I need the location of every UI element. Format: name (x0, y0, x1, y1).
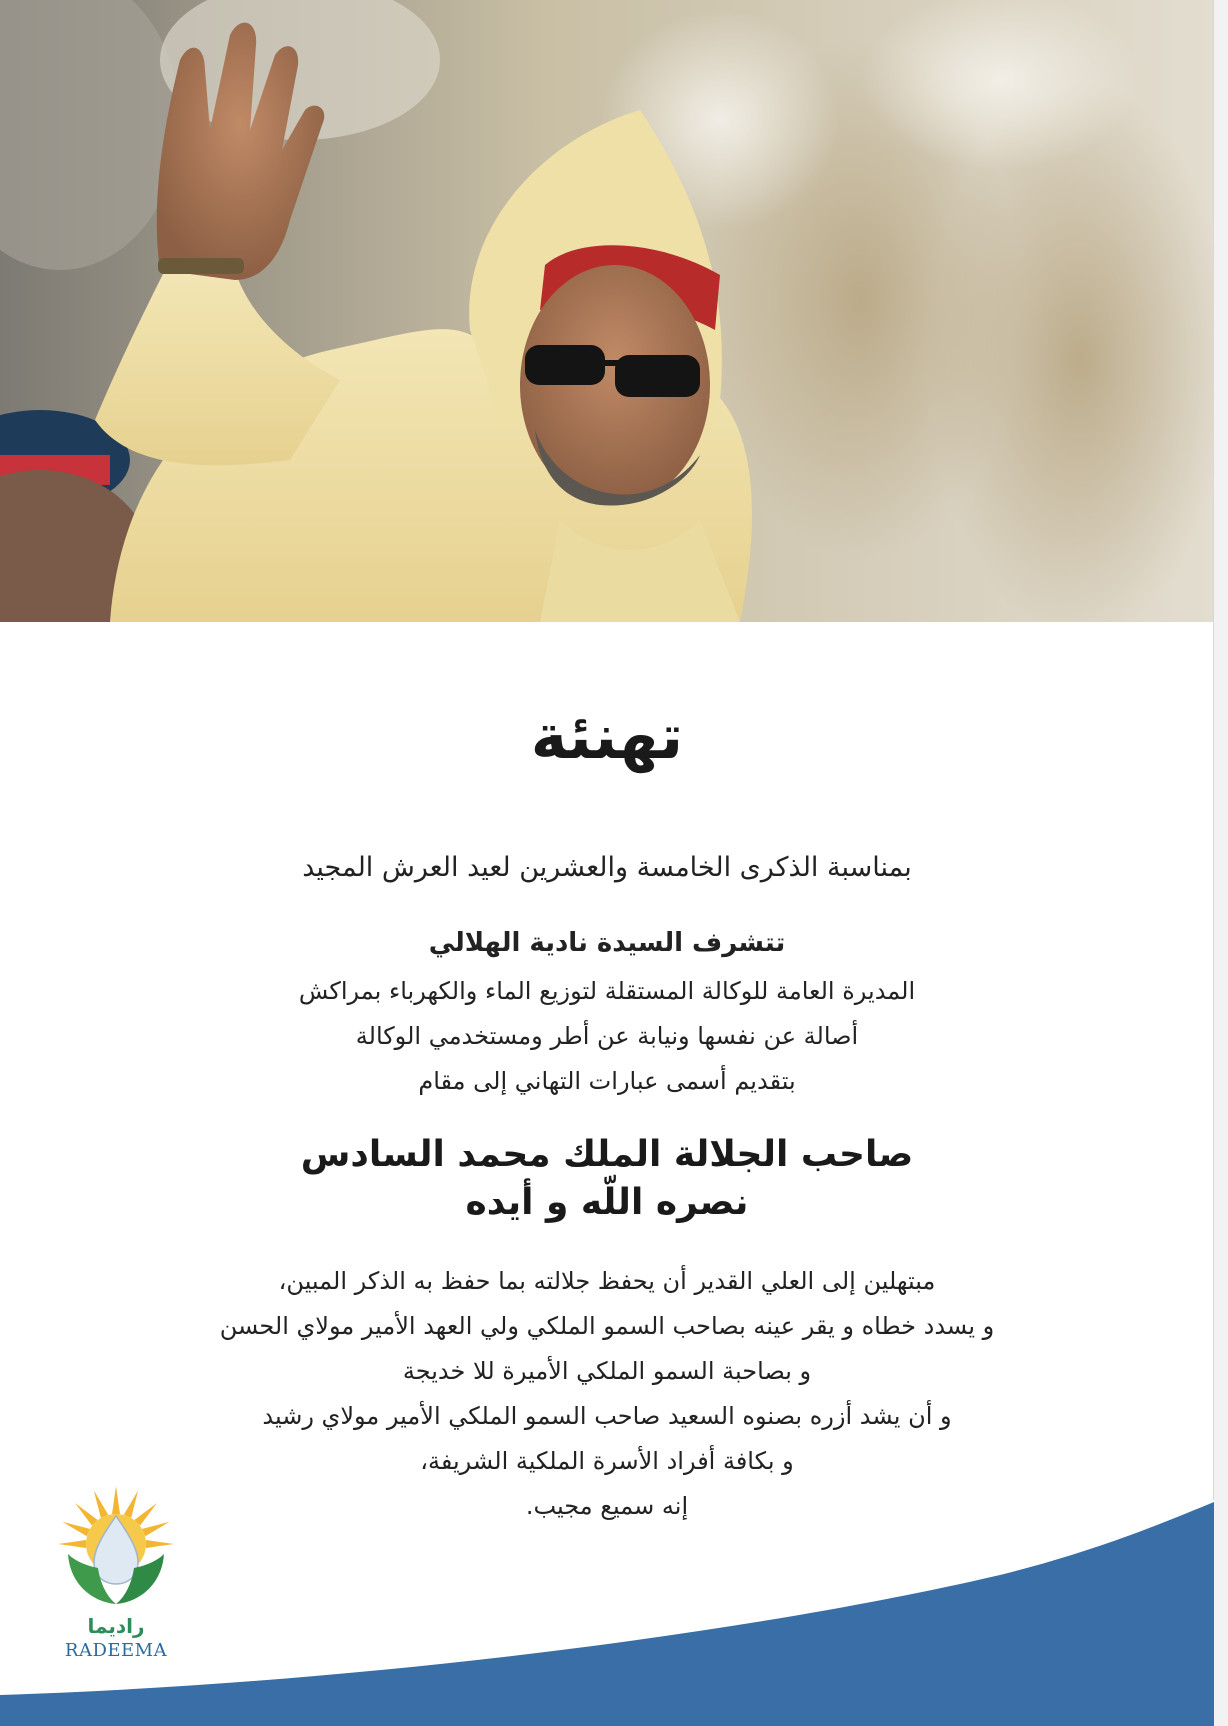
closing-line: و أن يشد أزره بصنوه السعيد صاحب السمو الملكي الأمير مولاي رشيد (262, 1402, 952, 1430)
closing-line: إنه سميع مجيب. (525, 1492, 689, 1520)
description-line: أصالة عن نفسها ونيابة عن أطر ومستخدمي الوكالة (355, 1022, 859, 1050)
closing-line: و يسدد خطاه و يقر عينه بصاحب السمو الملكي ولي العهد الأمير مولاي الحسن (219, 1312, 995, 1340)
description-line: بتقديم أسمى عبارات التهاني إلى مقام (418, 1067, 796, 1095)
closing-line: و بكافة أفراد الأسرة الملكية الشريفة، (420, 1447, 794, 1475)
closing-line: و بصاحبة السمو الملكي الأميرة للا خديجة (402, 1357, 812, 1385)
king-prayer: نصره اللّه و أيده (465, 1182, 749, 1223)
description-line: المديرة العامة للوكالة المستقلة لتوزيع الماء والكهرباء بمراكش (298, 977, 916, 1005)
hero-photo (0, 0, 1214, 622)
closing-line: مبتهلين إلى العلي القدير أن يحفظ جلالته بما حفظ به الذكر المبين، (278, 1267, 936, 1295)
page-title: تهنئة (530, 700, 684, 773)
occasion-line: بمناسبة الذكرى الخامسة والعشرين لعيد العرش المجيد (302, 852, 912, 883)
page-edge (1213, 0, 1228, 1726)
footer-wave (0, 1480, 1228, 1726)
honor-line: تتشرف السيدة نادية الهلالي (428, 928, 786, 958)
king-name: صاحب الجلالة الملك محمد السادس (300, 1134, 914, 1175)
logo-english-name: RADEEMA (64, 1640, 168, 1661)
logo-arabic-name: راديما (87, 1614, 145, 1638)
